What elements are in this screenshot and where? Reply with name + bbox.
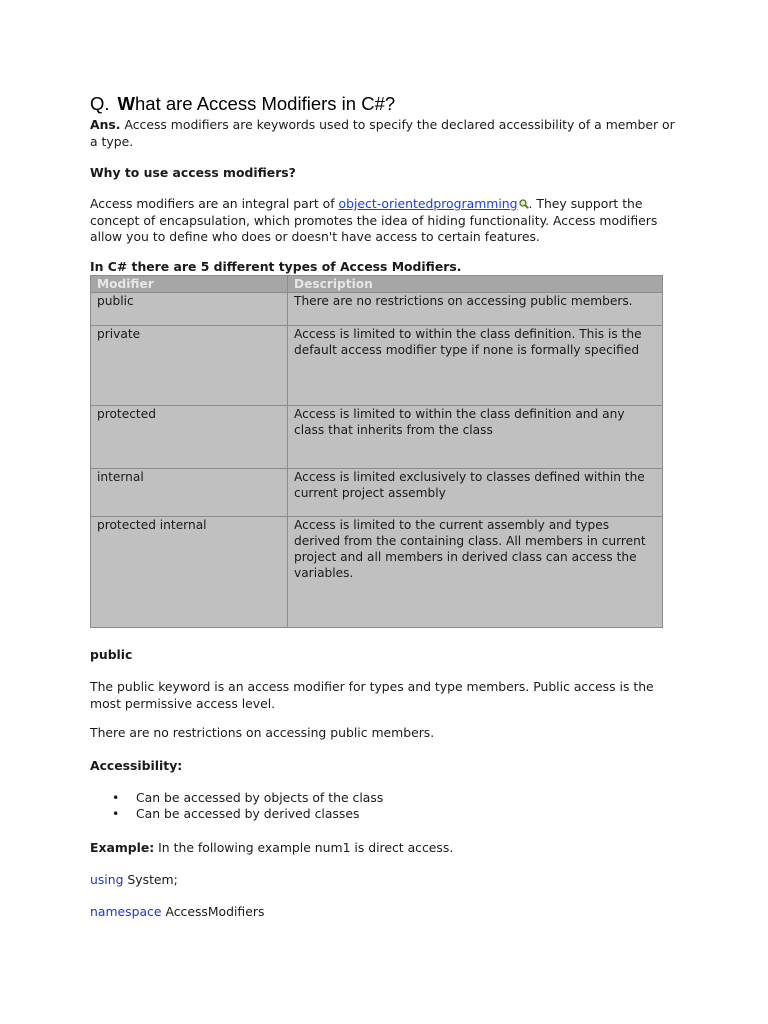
example-paragraph — [90, 840, 680, 857]
table-row — [91, 469, 663, 517]
description-cell: There are no restrictions on accessing public members. — [288, 293, 663, 326]
question-title — [90, 93, 395, 115]
header-description: Description — [288, 276, 663, 293]
modifier-cell: internal — [91, 469, 288, 517]
table-header-row — [91, 276, 663, 293]
modifier-cell: protected internal — [91, 517, 288, 628]
table-row — [91, 406, 663, 469]
example-label: Example: — [90, 840, 155, 855]
code-text: AccessModifiers — [161, 904, 265, 919]
modifier-cell: protected — [91, 406, 288, 469]
magnifier-icon[interactable] — [519, 197, 529, 207]
oop-link[interactable]: object-orientedprogramming — [338, 196, 518, 211]
list-item: • Can be accessed by derived classes — [90, 806, 383, 822]
description-cell: Access is limited to within the class definition. This is the default access modifier type if none is formally specified — [288, 326, 663, 406]
accessibility-heading: Accessibility: — [90, 758, 183, 773]
code-text: System; — [123, 872, 178, 887]
description-cell: Access is limited to the current assembly and types derived from the containing class. All members in current project and all members in derived class can access the variables. — [288, 517, 663, 628]
description-cell: Access is limited to within the class definition and any class that inherits from the class — [288, 406, 663, 469]
question-label: Q. — [90, 93, 110, 114]
why-text-before: Access modifiers are an integral part of — [90, 196, 339, 211]
answer-paragraph — [90, 117, 680, 150]
why-text-after: . They support the concept of encapsulation, which promotes the idea of hiding functionality. Access modifiers allow you to define who does or doesn't have access to certain features. — [90, 196, 658, 244]
answer-label: Ans. — [90, 117, 121, 132]
why-heading: Why to use access modifiers? — [90, 165, 296, 180]
code-line — [90, 904, 680, 921]
why-paragraph — [90, 196, 680, 246]
title-text: hat are Access Modifiers in C#? — [135, 93, 396, 114]
public-heading: public — [90, 647, 133, 662]
public-paragraph-2: There are no restrictions on accessing public members. — [90, 725, 435, 740]
table-heading: In C# there are 5 different types of Access Modifiers. — [90, 259, 462, 274]
list-item: • Can be accessed by objects of the class — [90, 790, 383, 806]
table-row — [91, 326, 663, 406]
code-keyword: using — [90, 872, 124, 887]
code-line — [90, 872, 680, 889]
description-cell: Access is limited exclusively to classes defined within the current project assembly — [288, 469, 663, 517]
example-text: In the following example num1 is direct access. — [154, 840, 454, 855]
accessibility-list — [90, 790, 383, 821]
public-paragraph-1: The public keyword is an access modifier for types and type members. Public access is the most permissive access level. — [90, 679, 654, 711]
header-modifier: Modifier — [91, 276, 288, 293]
modifier-cell: public — [91, 293, 288, 326]
access-modifiers-table — [90, 275, 663, 628]
answer-text: Access modifiers are keywords used to specify the declared accessibility of a member or a type. — [90, 117, 675, 149]
title-initial: W — [117, 93, 135, 114]
table-row — [91, 293, 663, 326]
modifier-cell: private — [91, 326, 288, 406]
code-keyword: namespace — [90, 904, 162, 919]
table-row — [91, 517, 663, 628]
